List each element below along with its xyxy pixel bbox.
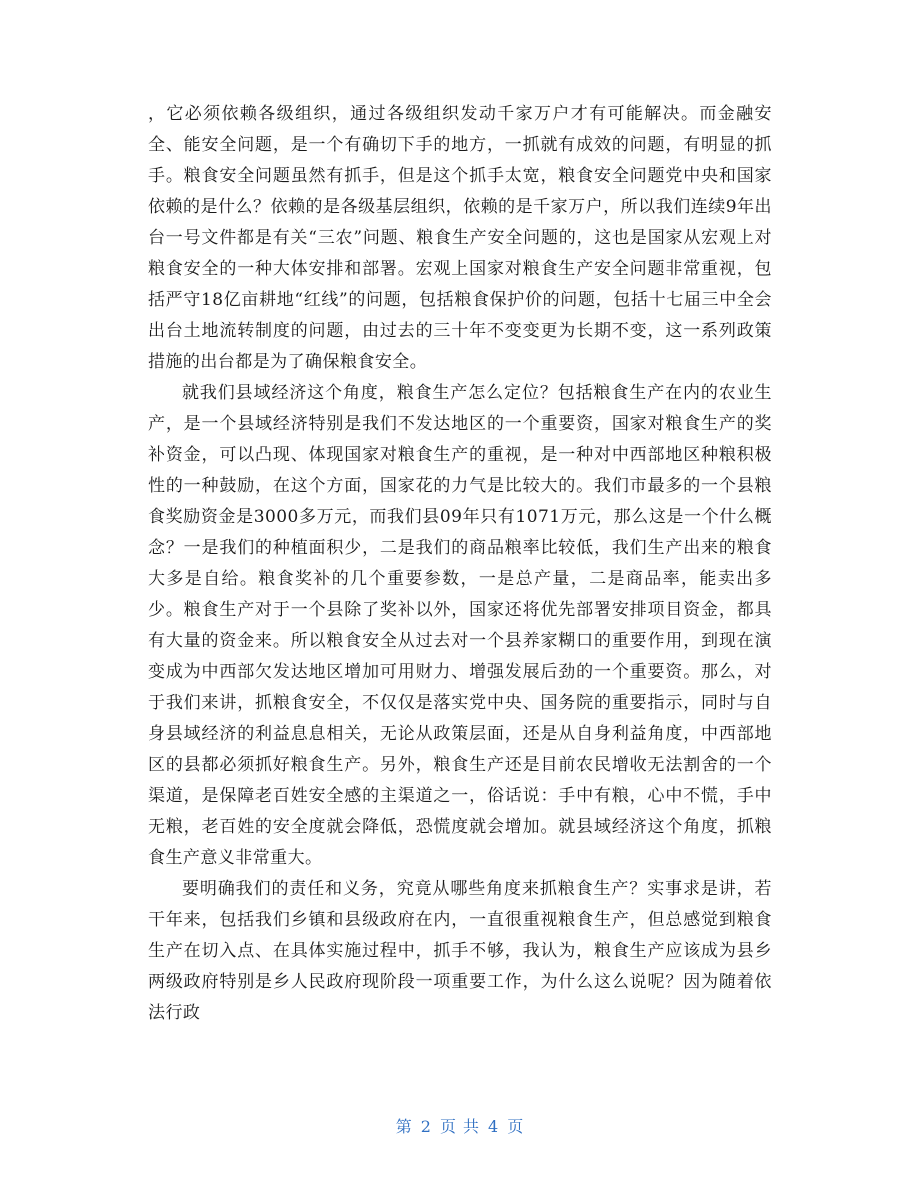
paragraph-1: ，它必须依赖各级组织，通过各级组织发动千家万户才有可能解决。而金融安全、能安全问题，是一个有确切下手的地方，一抓就有成效的问题，有明显的抓手。粮食安全问题虽然有抓手，但是这个抓手太宽，粮食安全问题党中央和国家依赖的是什么？依赖的是各级基层组织，依赖的是千家万户，所以我们连续9年出台一号文件都是有关“三农”问题、粮食生产安全问题的，这也是国家从宏观上对粮食安全的一种大体安排和部署。宏观上国家对粮食生产安全问题非常重视，包括严守18亿亩耕地“红线”的问题，包括粮食保护价的问题，包括十七届三中全会出台土地流转制度的问题，由过去的三十年不变变更为长期不变，这一系列政策措施的出台都是为了确保粮食安全。 [148,104,772,372]
footer-label-of: 页 共 [439,1117,481,1136]
paragraph-2: 就我们县域经济这个角度，粮食生产怎么定位？包括粮食生产在内的农业生产，是一个县域经济特别是我们不发达地区的一个重要资，国家对粮食生产的奖补资金，可以凸现、体现国家对粮食生产的重视，是一种对中西部地区种粮积极性的一种鼓励，在这个方面，国家花的力气是比较大的。我们市最多的一个县粮食奖励资金是3000多万元，而我们县09年只有1071万元，那么这是一个什么概念？一是我们的种植面积少，二是我们的商品粮率比较低，我们生产出来的粮食大多是自给。粮食奖补的几个重要参数，一是总产量，二是商品率，能卖出多少。粮食生产对于一个县除了奖补以外，国家还将优先部署安排项目资金，都具有大量的资金来。所以粮食安全从过去对一个县养家糊口的重要作用，到现在演变成为中西部欠发达地区增加可用财力、增强发展后劲的一个重要资。那么，对于我们来讲，抓粮食安全，不仅仅是落实党中央、国务院的重要指示，同时与自身县域经济的利益息息相关，无论从政策层面，还是从自身利益角度，中西部地区的县都必须抓好粮食生产。另外，粮食生产还是目前农民增收无法割舍的一个渠道，是保障老百姓安全感的主渠道之一，俗话说：手中有粮，心中不慌，手中无粮，老百姓的安全度就会降低，恐慌度就会增加。就县域经济这个角度，抓粮食生产意义非常重大。 [148,383,772,868]
document-body [148,99,772,1029]
footer-label-page: 第 [395,1117,413,1136]
page-footer [0,1114,920,1137]
footer-current-page: 2 [420,1117,432,1136]
footer-total-pages: 4 [488,1117,500,1136]
paragraph-3: 要明确我们的责任和义务，究竟从哪些角度来抓粮食生产？实事求是讲，若干年来，包括我们乡镇和县级政府在内，一直很重视粮食生产，但总感觉到粮食生产在切入点、在具体实施过程中，抓手不够，我认为，粮食生产应该成为县乡两级政府特别是乡人民政府现阶段一项重要工作，为什么这么说呢？因为随着依法行政 [148,879,772,1023]
footer-label-end: 页 [507,1117,525,1136]
